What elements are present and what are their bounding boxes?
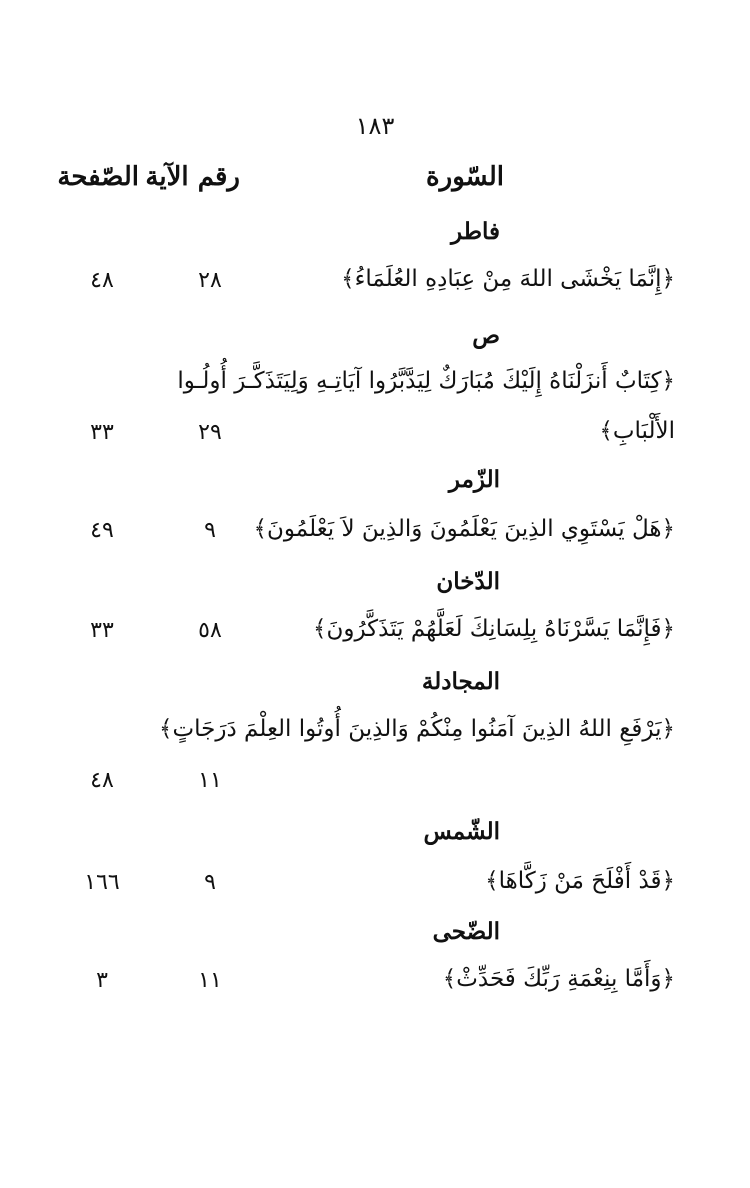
header-surah: السّورة [426, 162, 504, 192]
ayah-number: ٢٩ [198, 420, 222, 445]
ayah-number: ٩ [204, 870, 216, 895]
verse-text: ﴿قَدْ أَفْلَحَ مَنْ زَكَّاهَا﴾ [485, 868, 675, 894]
verse-text: ﴿فَإِنَّمَا يَسَّرْنَاهُ بِلِسَانِكَ لَعَلَّهُمْ يَتَذَكَّرُونَ﴾ [313, 616, 675, 642]
header-page-number: الصّفحة [57, 162, 139, 192]
page-reference: ٤٨ [90, 768, 114, 793]
surah-title: الزّمر [448, 466, 500, 493]
ayah-number: ٢٨ [198, 268, 222, 293]
surah-title: الضّحى [432, 918, 500, 945]
page-reference: ٤٨ [90, 268, 114, 293]
ayah-number: ١١ [198, 768, 222, 793]
surah-title: فاطر [451, 218, 500, 245]
page-reference: ٣٣ [90, 420, 114, 445]
surah-title: الشّمس [423, 818, 500, 845]
page-number: ١٨٣ [355, 112, 395, 140]
ayah-number: ٩ [204, 518, 216, 543]
surah-title: الدّخان [436, 568, 500, 595]
surah-title: ص [472, 322, 500, 349]
verse-text-continuation: الأَلْبَابِ﴾ [599, 418, 675, 444]
verse-text: ﴿إِنَّمَا يَخْشَى اللهَ مِنْ عِبَادِهِ العُلَمَاءُ﴾ [341, 266, 675, 292]
page-reference: ٣ [96, 968, 108, 993]
surah-title: المجادلة [421, 668, 500, 695]
page-reference: ١٦٦ [84, 870, 120, 895]
page-reference: ٤٩ [90, 518, 114, 543]
ayah-number: ٥٨ [198, 618, 222, 643]
ayah-number: ١١ [198, 968, 222, 993]
verse-text: ﴿هَلْ يَسْتَوِي الذِينَ يَعْلَمُونَ وَالذِينَ لاَ يَعْلَمُونَ﴾ [253, 516, 675, 542]
verse-text: ﴿يَرْفَعِ اللهُ الذِينَ آمَنُوا مِنْكُمْ وَالذِينَ أُوتُوا العِلْمَ دَرَجَاتٍ﴾ [159, 716, 675, 742]
verse-text: ﴿كِتَابٌ أَنزَلْنَاهُ إِلَيْكَ مُبَارَكٌ لِيَدَّبَّرُوا آيَاتِـهِ وَلِيَتَذَكَّـرَ أُولُـوا [177, 368, 675, 394]
page-reference: ٣٣ [90, 618, 114, 643]
verse-text: ﴿وَأَمَّا بِنِعْمَةِ رَبِّكَ فَحَدِّثْ﴾ [442, 966, 675, 992]
header-ayah-number: رقم الآية [145, 162, 240, 192]
